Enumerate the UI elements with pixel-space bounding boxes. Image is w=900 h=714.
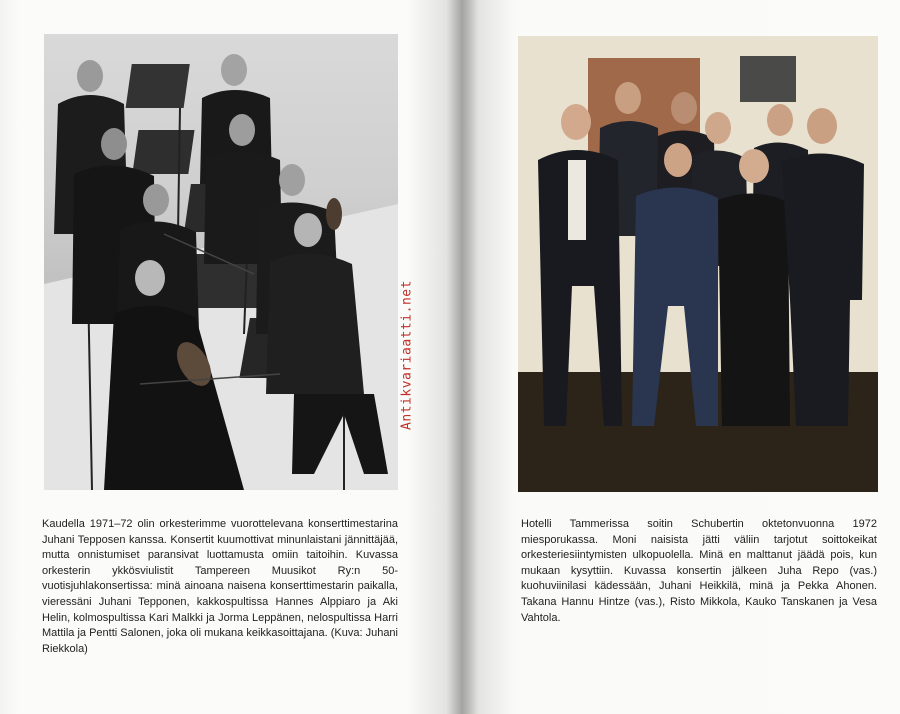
- orchestra-photo-illustration: [44, 34, 398, 490]
- right-photo-caption: Hotelli Tammerissa soitin Schubertin oktetonvuonna 1972 miesporukassa. Moni naisista jätti väliin tarjotut soittokeikat orkesteriesiintymisten ulkopuolella. Minä en malttanut jäädä pois, kun mukaan kysyttiin. Kuvassa konsertin jälkeen Juha Repo (vas.) kuohuviinilasi kädessään, Juhani Heikkilä, minä ja Pekka Ahonen. Takana Hannu Hintze (vas.), Risto Mikkola, Kauko Tanskanen ja Vesa Vahtola.: [521, 518, 877, 624]
- octet-group-photo: [518, 36, 878, 492]
- octet-group-photo-illustration: [518, 36, 878, 492]
- antikvariaatti-watermark: [396, 265, 418, 445]
- left-photo-caption: Kaudella 1971–72 olin orkesterimme vuorottelevana konserttimestarina Juhani Tepposen kanssa. Konsertit kuumottivat minunlaistani jännittäjää, mutta onnistumiset paransivat luottamusta omiin taitoihin. Kuvassa orkesterin ykkösviulistit Tampereen Muusikot Ry:n 50-vuotisjuhlakonsertissa: minä ainoana naisena konserttimestarin paikalla, vieressäni Juhani Tepponen, kakkospultissa Hannes Alppiaro ja Aki Helin, kolmospultissa Kari Malkki ja Jorma Leppänen, nelospultissa Harri Mattila ja Pentti Salonen, joka oli mukana keikkasoittajana. (Kuva: Juhani Riekkola): [42, 518, 398, 655]
- orchestra-photo: [44, 34, 398, 490]
- book-gutter: [446, 0, 478, 714]
- watermark-text: Antikvariaatti.net: [399, 280, 415, 430]
